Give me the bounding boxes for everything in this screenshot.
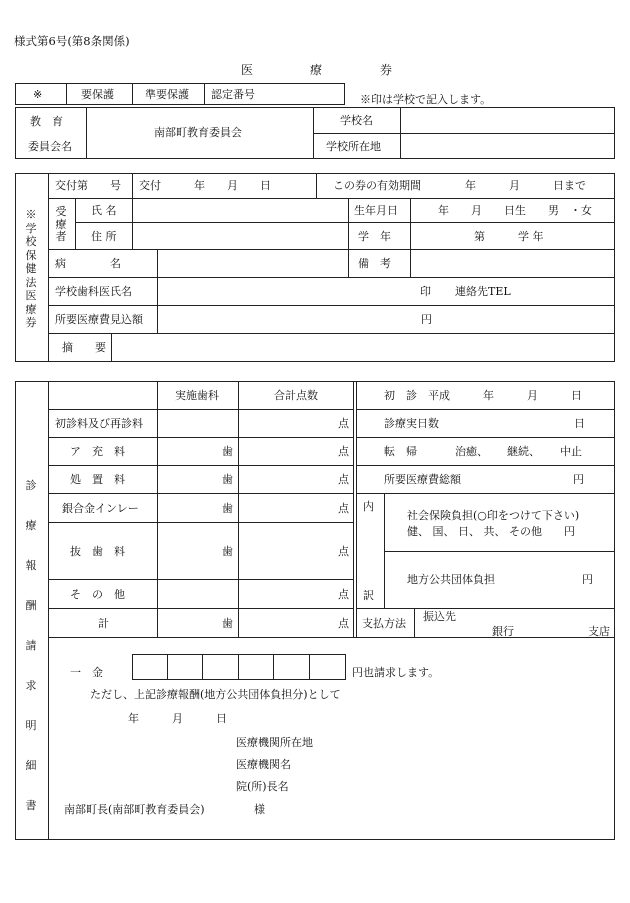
requires-protection-label: 要保護 [81,88,114,101]
outcome-label: 転 帰 [384,445,417,458]
row-points-inlay: 点 [338,502,349,515]
row-label-consultation: 初診料及び再診料 [55,417,143,430]
total-cost-unit: 円 [573,473,584,486]
title-char-3: 券 [380,63,393,77]
amount-digit-box[interactable] [273,654,310,680]
seal-mark: 印 [420,285,431,298]
grade-label: 学 年 [358,230,391,243]
birthdate-label: 生年月日 [354,204,398,217]
transfer-label: 振込先 [423,610,456,623]
first-visit-date: 初 診 平成 年 月 日 [384,389,582,402]
patient-address-label: 住 所 [91,230,117,243]
board-label-top: 教 育 [30,115,63,128]
amount-digit-box[interactable] [167,654,203,680]
title-char-1: 医 [241,63,254,77]
patient-label: 受療者 [55,205,67,243]
disease-label: 病 名 [55,257,121,270]
contact-tel-label: 連絡先TEL [455,285,511,298]
title-char-2: 療 [310,63,323,77]
column-dental-treatment: 実施歯科 [175,389,219,402]
public-burden-unit: 円 [582,573,593,586]
insurance-burden-label: 社会保険負担(○印をつけて下さい) [407,509,580,522]
row-label-treatment: 処 置 料 [70,473,125,486]
public-burden-label: 地方公共団体負担 [407,573,495,586]
column-total-points: 合計点数 [274,389,318,402]
semi-protection-label: 準要保護 [145,88,189,101]
row-label-inlay: 銀合金インレー [62,502,139,515]
row-teeth-treatment: 歯 [222,473,233,486]
row-teeth-extraction: 歯 [222,545,233,558]
amount-prefix: 一 金 [70,666,103,679]
row-teeth-total: 歯 [222,617,233,630]
row-points-consultation: 点 [338,417,349,430]
amount-digit-box[interactable] [132,654,168,680]
row-label-extraction: 抜 歯 料 [70,545,125,558]
institution-name-label: 医療機関名 [236,758,291,771]
director-name-label: 院(所)長名 [236,780,289,793]
treatment-days-unit: 日 [574,417,585,430]
estimated-cost-label: 所要医療費見込額 [55,313,143,326]
grade-value: 第 学 年 [474,230,544,243]
row-points-extraction: 点 [338,545,349,558]
row-teeth-filling: 歯 [222,445,233,458]
insurance-burden-options: 健、 国、 日、 共、 その他 円 [407,525,575,538]
board-label-bottom: 委員会名 [28,140,72,153]
school-name-label: 学校名 [340,114,373,127]
patient-name-label: 氏 名 [91,204,117,217]
validity-period-label: この券の有効期間 年 月 日まで [333,179,586,192]
amount-digit-box[interactable] [309,654,346,680]
row-points-treatment: 点 [338,473,349,486]
outcome-cured: 治癒、 [455,445,488,458]
row-teeth-inlay: 歯 [222,502,233,515]
branch-label: 支店 [588,625,610,638]
mark-asterisk: ※ [33,88,43,101]
row-points-filling: 点 [338,445,349,458]
treatment-days-label: 診療実日数 [384,417,439,430]
row-label-total: 計 [98,617,109,630]
certification-number-label: 認定番号 [211,88,255,101]
birthdate-value: 年 月 日生 男 ・女 [438,204,592,217]
institution-address-label: 医療機関所在地 [236,736,313,749]
board-name: 南部町教育委員会 [154,126,242,139]
summary-label: 摘 要 [62,341,106,354]
amount-digit-box[interactable] [202,654,239,680]
breakdown-label-bottom: 訳 [363,589,374,602]
outcome-continued: 継続、 [507,445,540,458]
outcome-stopped: 中止 [560,445,582,458]
claim-side-label: 診療報酬請求明細書 [25,479,37,812]
claim-note: ただし、上記診療報酬(地方公共団体負担分)として [90,688,341,701]
ticket-side-label: ※学校保健法医療券 [25,208,37,329]
issue-number-label: 交付第 号 [55,179,121,192]
amount-digit-box[interactable] [238,654,274,680]
remarks-label: 備 考 [358,257,391,270]
school-entry-note: ※印は学校で記入します。 [360,93,492,106]
breakdown-label-top: 内 [363,500,374,513]
row-label-filling: ア 充 料 [70,445,125,458]
school-dentist-label: 学校歯科医氏名 [55,285,132,298]
honorific: 様 [254,803,265,816]
row-points-total: 点 [338,617,349,630]
payment-method-label: 支払方法 [362,617,406,630]
estimated-cost-yen: 円 [421,313,432,326]
issue-date-label: 交付 年 月 日 [139,179,271,192]
bank-label: 銀行 [492,625,514,638]
total-cost-label: 所要医療費総額 [384,473,461,486]
addressee: 南部町長(南部町教育委員会) [64,803,205,816]
amount-suffix: 円也請求します。 [352,666,440,679]
school-address-label: 学校所在地 [326,140,381,153]
row-points-other: 点 [338,588,349,601]
row-label-other: そ の 他 [70,588,125,601]
claim-date: 年 月 日 [128,712,227,725]
form-number: 様式第6号(第8条関係) [14,34,130,48]
